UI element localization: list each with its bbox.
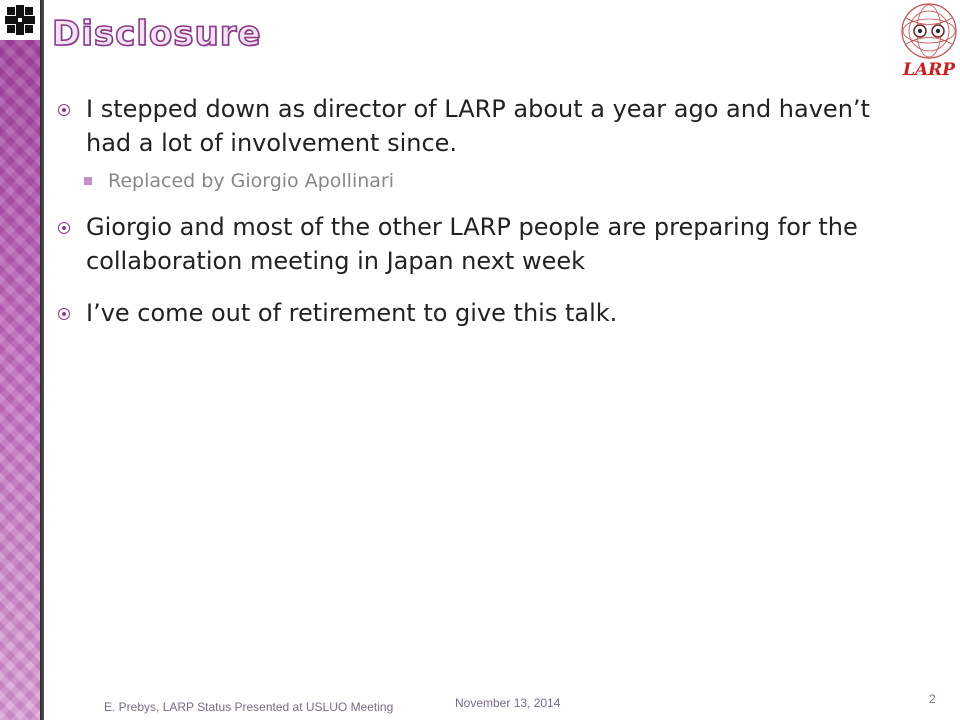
circle-bullet-icon <box>58 222 70 234</box>
sub-bullet-text: Replaced by Giorgio Apollinari <box>108 170 395 192</box>
circle-bullet-icon <box>58 104 70 116</box>
bullet-text: I’ve come out of retirement to give this talk. <box>86 299 618 327</box>
footer-date: November 13, 2014 <box>455 696 561 710</box>
bullet-item <box>58 210 908 278</box>
bullet-item <box>58 92 908 160</box>
larp-logo-text: LARP <box>903 60 956 80</box>
sidebar-divider <box>40 0 44 720</box>
bullet-item <box>58 296 908 330</box>
bullet-text: Giorgio and most of the other LARP people are preparing for the collaboration meeting in Japan next week <box>86 213 858 275</box>
fermilab-logo-icon <box>0 0 40 40</box>
circle-bullet-icon <box>58 308 70 320</box>
larp-magnet-logo-icon <box>898 0 960 62</box>
sub-bullet-item <box>84 170 908 192</box>
page-number: 2 <box>929 692 936 706</box>
slide-title: Disclosure <box>52 14 262 54</box>
footer-presenter: E. Prebys, LARP Status Presented at USLUO Meeting <box>104 700 394 714</box>
bullet-list <box>58 92 908 348</box>
sidebar-pattern <box>0 0 40 720</box>
bullet-text: I stepped down as director of LARP about a year ago and haven’t had a lot of involvement since. <box>86 95 870 157</box>
square-bullet-icon <box>84 177 92 185</box>
